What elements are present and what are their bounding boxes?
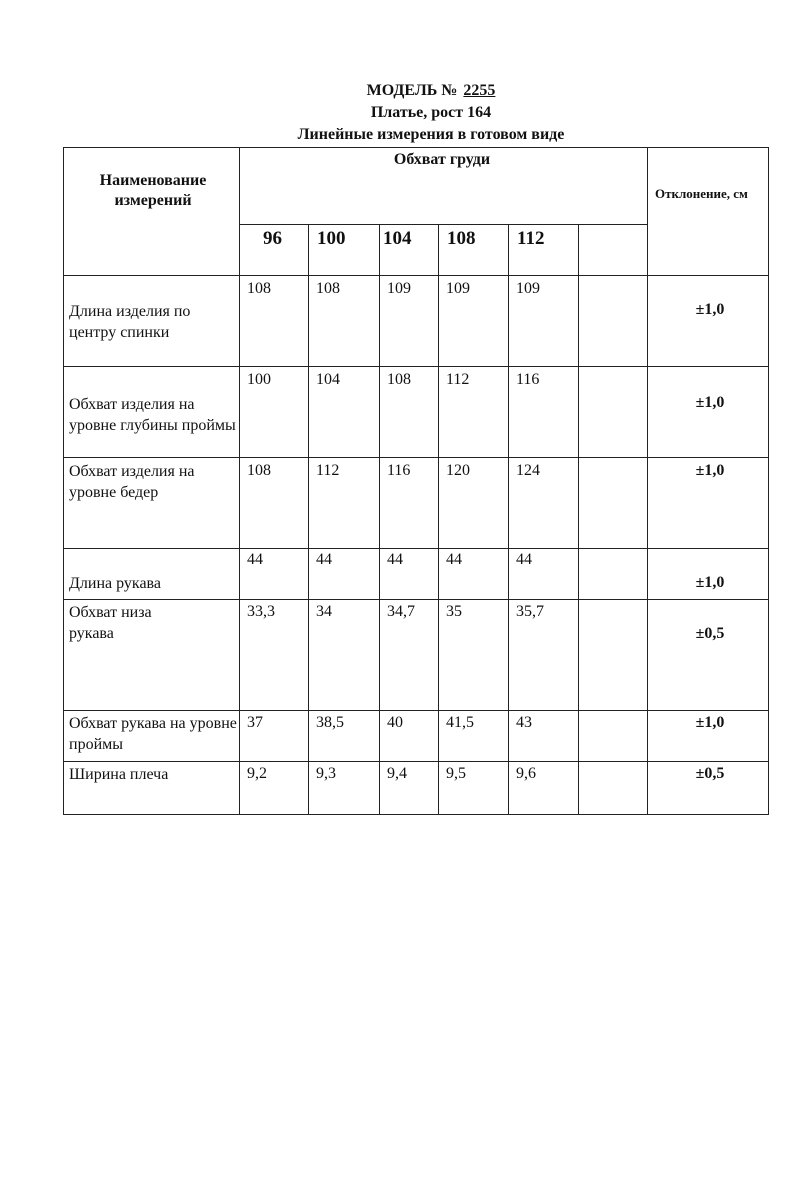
table-cell: 43 (516, 714, 532, 731)
table-cell: 104 (316, 371, 340, 388)
row-label: Обхват изделия на уровне бедер (69, 463, 195, 501)
table-cell: 44 (446, 551, 462, 568)
table-cell: 9,4 (387, 765, 407, 782)
divider-header-bottom (63, 275, 769, 276)
divider-col-4 (508, 224, 509, 815)
table-cell: 9,6 (516, 765, 536, 782)
table-cell: 44 (516, 551, 532, 568)
table-cell: 108 (247, 280, 271, 297)
divider-name-col (239, 147, 240, 815)
table-cell: 9,2 (247, 765, 267, 782)
product-subtitle: Платье, рост 164 (370, 104, 492, 121)
table-cell: 44 (387, 551, 403, 568)
table-cell: 109 (387, 280, 411, 297)
size-header: 96 (263, 228, 282, 249)
table-cell: 37 (247, 714, 263, 731)
divider-col-3 (438, 224, 439, 815)
table-cell: 112 (446, 371, 470, 388)
size-header: 100 (317, 228, 346, 249)
table-cell: 120 (446, 462, 470, 479)
table-cell: 109 (516, 280, 540, 297)
table-cell: 108 (316, 280, 340, 297)
row-label: Длина рукава (69, 575, 161, 592)
table-cell: 109 (446, 280, 470, 297)
table-cell: 34,7 (387, 603, 415, 620)
table-cell: 34 (316, 603, 332, 620)
deviation-column-header: Отклонение, см (655, 186, 748, 201)
table-border-top (63, 147, 769, 148)
divider-row-4 (63, 599, 769, 600)
table-cell: 35,7 (516, 603, 544, 620)
table-cell: 108 (387, 371, 411, 388)
table-cell: 112 (316, 462, 340, 479)
deviation-cell: ±1,0 (695, 394, 725, 411)
table-cell: 38,5 (316, 714, 344, 731)
divider-deviation-col (647, 147, 648, 815)
row-label: Обхват изделия на уровне глубины проймы (69, 396, 236, 434)
deviation-cell: ±1,0 (695, 574, 725, 591)
table-cell: 44 (247, 551, 263, 568)
divider-row-3 (63, 548, 769, 549)
table-cell: 33,3 (247, 603, 275, 620)
measurements-table (63, 147, 769, 815)
table-cell: 9,5 (446, 765, 466, 782)
table-cell: 116 (387, 462, 411, 479)
size-header: 112 (517, 228, 545, 249)
model-number: 2255 (463, 82, 496, 99)
table-border-left (63, 147, 64, 815)
model-title (0, 82, 800, 100)
table-cell: 41,5 (446, 714, 474, 731)
table-cell: 108 (247, 462, 271, 479)
table-cell: 40 (387, 714, 403, 731)
size-header: 104 (383, 228, 412, 249)
deviation-cell: ±0,5 (695, 765, 725, 782)
name-column-header: Наименование измерений (99, 172, 207, 209)
divider-col-2 (379, 224, 380, 815)
deviation-cell: ±1,0 (695, 301, 725, 318)
row-label: Обхват низа рукава (69, 604, 152, 642)
table-cell: 100 (247, 371, 271, 388)
table-title: Линейные измерения в готовом виде (297, 126, 565, 143)
divider-sizes-top (239, 224, 648, 225)
divider-row-2 (63, 457, 769, 458)
size-header: 108 (447, 228, 476, 249)
deviation-cell: ±1,0 (695, 714, 725, 731)
table-cell: 44 (316, 551, 332, 568)
chest-column-header: Обхват груди (393, 151, 491, 168)
divider-col-5 (578, 224, 579, 815)
deviation-cell: ±0,5 (695, 625, 725, 642)
row-label: Обхват рукава на уровне проймы (69, 715, 237, 753)
divider-col-1 (308, 224, 309, 815)
divider-row-1 (63, 366, 769, 367)
table-cell: 116 (516, 371, 540, 388)
table-border-bottom (63, 814, 769, 815)
divider-row-6 (63, 761, 769, 762)
table-cell: 35 (446, 603, 462, 620)
row-label: Длина изделия по центру спинки (69, 303, 191, 341)
deviation-cell: ±1,0 (695, 462, 725, 479)
model-prefix: МОДЕЛЬ № (366, 82, 458, 99)
row-label: Ширина плеча (69, 766, 169, 783)
table-cell: 124 (516, 462, 540, 479)
table-cell: 9,3 (316, 765, 336, 782)
divider-row-5 (63, 710, 769, 711)
